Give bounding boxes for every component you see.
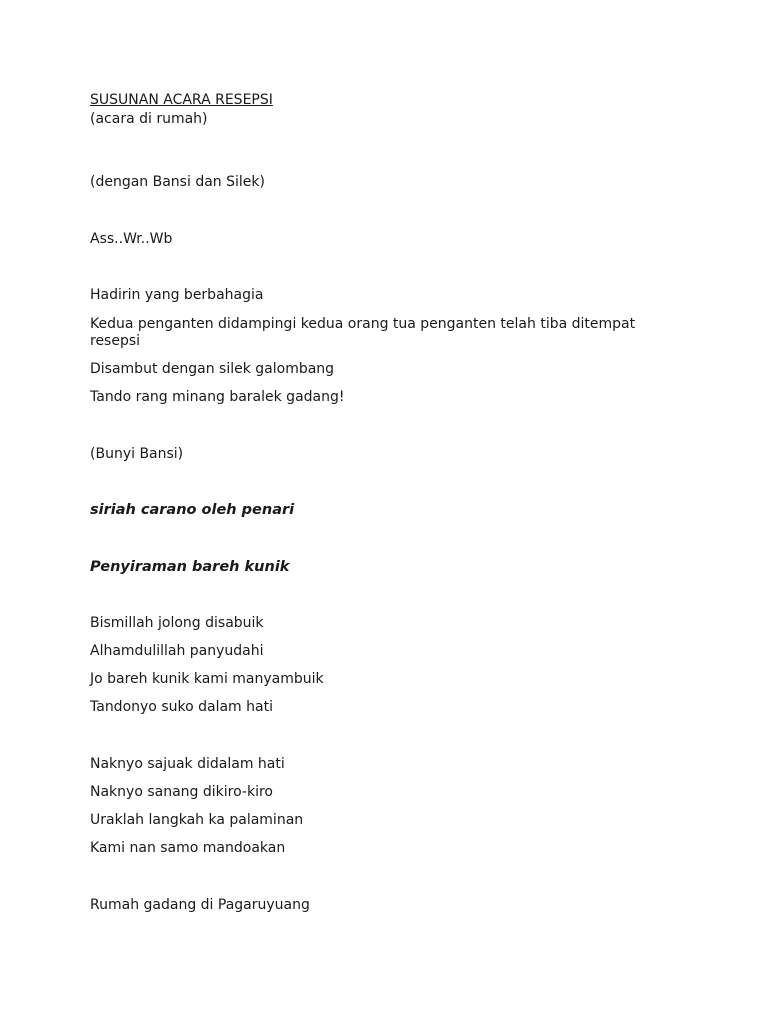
stanza1-line-3: Jo bareh kunik kami manyambuik bbox=[90, 671, 324, 687]
note-bansi-silek: (dengan Bansi dan Silek) bbox=[90, 174, 265, 190]
stanza2-line-3: Uraklah langkah ka palaminan bbox=[90, 812, 304, 828]
opening-line-2: Kedua penganten didampingi kedua orang tua penganten telah tiba ditempat resepsi bbox=[90, 316, 636, 349]
greeting-line: Ass..Wr..Wb bbox=[90, 231, 173, 247]
stanza2-line-1: Naknyo sajuak didalam hati bbox=[90, 756, 285, 772]
stanza1-line-4: Tandonyo suko dalam hati bbox=[90, 699, 273, 715]
stanza2-line-2: Naknyo sanang dikiro-kiro bbox=[90, 784, 273, 800]
stanza1-line-1: Bismillah jolong disabuik bbox=[90, 615, 264, 631]
stanza1-line-2: Alhamdulillah panyudahi bbox=[90, 643, 264, 659]
heading-siriah-carano: siriah carano oleh penari bbox=[90, 502, 295, 518]
stanza3-line-1: Rumah gadang di Pagaruyuang bbox=[90, 897, 310, 913]
opening-line-4: Tando rang minang baralek gadang! bbox=[90, 389, 345, 405]
note-bunyi-bansi: (Bunyi Bansi) bbox=[90, 446, 184, 462]
document-title: SUSUNAN ACARA RESEPSI bbox=[90, 92, 273, 108]
opening-line-3: Disambut dengan silek galombang bbox=[90, 361, 335, 377]
opening-line-1: Hadirin yang berbahagia bbox=[90, 287, 264, 303]
stanza2-line-4: Kami nan samo mandoakan bbox=[90, 840, 286, 856]
document-subtitle: (acara di rumah) bbox=[90, 111, 208, 127]
heading-penyiraman: Penyiraman bareh kunik bbox=[90, 559, 290, 575]
